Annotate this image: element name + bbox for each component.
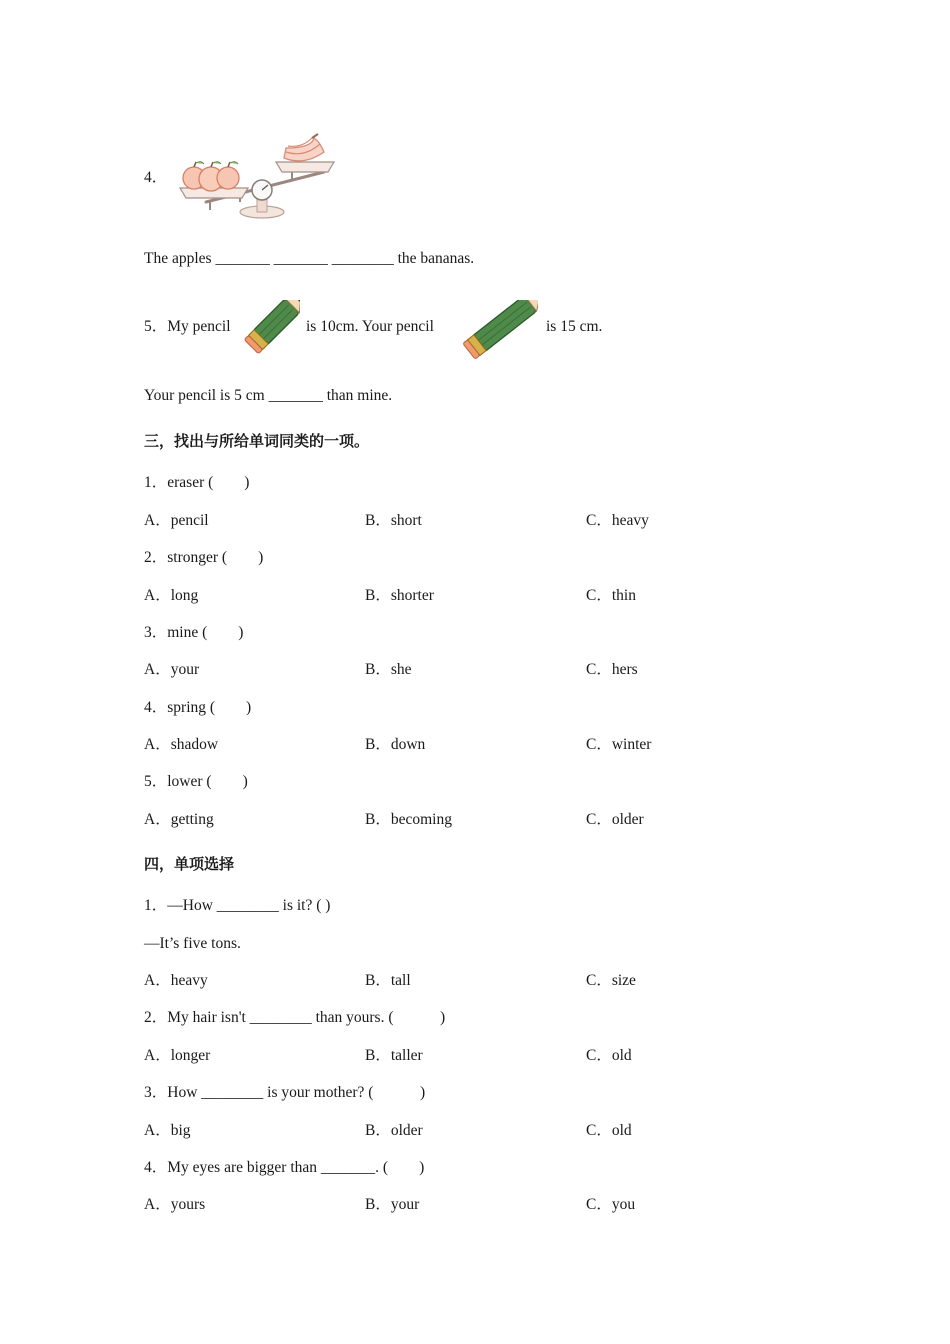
- question-5-part3: is 15 cm.: [546, 318, 603, 335]
- s3-q4-option-c: C．winter: [586, 736, 652, 753]
- s3-q3-stem: 3．mine ( ): [144, 624, 244, 641]
- s3-q4-option-b: B．down: [365, 736, 426, 753]
- right-pan: [276, 162, 334, 172]
- s3-q1-option-c: C．heavy: [586, 512, 649, 529]
- s4-q3-option-c: C．old: [586, 1122, 632, 1139]
- balance-scale-illustration: [176, 132, 338, 224]
- s3-q5-option-a: A．getting: [144, 811, 214, 828]
- s3-q2-option-c: C．thin: [586, 587, 636, 604]
- s3-q4-option-a: A．shadow: [144, 736, 219, 753]
- s3-q5-option-b: B．becoming: [365, 811, 452, 828]
- section-3-heading: 三，找出与所给单词同类的一项。: [144, 432, 370, 450]
- s3-q3-option-b: B．she: [365, 661, 412, 678]
- s3-q4-stem: 4．spring ( ): [144, 699, 252, 716]
- s3-q1-option-a: A．pencil: [144, 512, 209, 529]
- s3-q1-option-b: B．short: [365, 512, 422, 529]
- s4-q2-option-a: A．longer: [144, 1047, 211, 1064]
- s4-q4-option-b: B．your: [365, 1196, 420, 1213]
- s3-q3-option-a: A．your: [144, 661, 200, 678]
- question-4-number: 4．: [144, 169, 168, 186]
- long-pencil-icon: [452, 300, 538, 362]
- s3-q2-option-b: B．shorter: [365, 587, 434, 604]
- s4-q1-stem: 1．—How ________ is it? ( ): [144, 897, 331, 914]
- s4-q3-option-b: B．older: [365, 1122, 423, 1139]
- s4-q1-option-b: B．tall: [365, 972, 411, 989]
- s3-q5-option-c: C．older: [586, 811, 644, 828]
- s4-q4-option-c: C．you: [586, 1196, 636, 1213]
- s4-q2-option-c: C．old: [586, 1047, 632, 1064]
- s4-q4-stem: 4．My eyes are bigger than _______. ( ): [144, 1159, 425, 1176]
- s3-q1-stem: 1．eraser ( ): [144, 474, 250, 491]
- short-pencil-icon: [238, 300, 300, 358]
- question-5-sentence: Your pencil is 5 cm _______ than mine.: [144, 387, 393, 404]
- s3-q3-option-c: C．hers: [586, 661, 638, 678]
- s3-q2-option-a: A．long: [144, 587, 199, 604]
- s3-q5-stem: 5．lower ( ): [144, 773, 248, 790]
- s4-q3-option-a: A．big: [144, 1122, 191, 1139]
- s3-q2-stem: 2．stronger ( ): [144, 549, 264, 566]
- question-4-sentence: The apples _______ _______ ________ the bananas.: [144, 250, 475, 267]
- s4-q2-stem: 2．My hair isn't ________ than yours. ( ): [144, 1009, 446, 1026]
- s4-q4-option-a: A．yours: [144, 1196, 206, 1213]
- s4-q1-option-c: C．size: [586, 972, 636, 989]
- s4-q2-option-b: B．taller: [365, 1047, 423, 1064]
- bananas-icon: [284, 134, 324, 161]
- section-4-heading: 四，单项选择: [144, 855, 235, 873]
- question-5-part2: is 10cm. Your pencil: [306, 318, 434, 335]
- apples-icon: [183, 162, 239, 191]
- s4-q1-option-a: A．heavy: [144, 972, 208, 989]
- question-5-part1: 5．My pencil: [144, 318, 231, 335]
- s4-q1-answer-line: —It’s five tons.: [144, 935, 241, 952]
- s4-q3-stem: 3．How ________ is your mother? ( ): [144, 1084, 426, 1101]
